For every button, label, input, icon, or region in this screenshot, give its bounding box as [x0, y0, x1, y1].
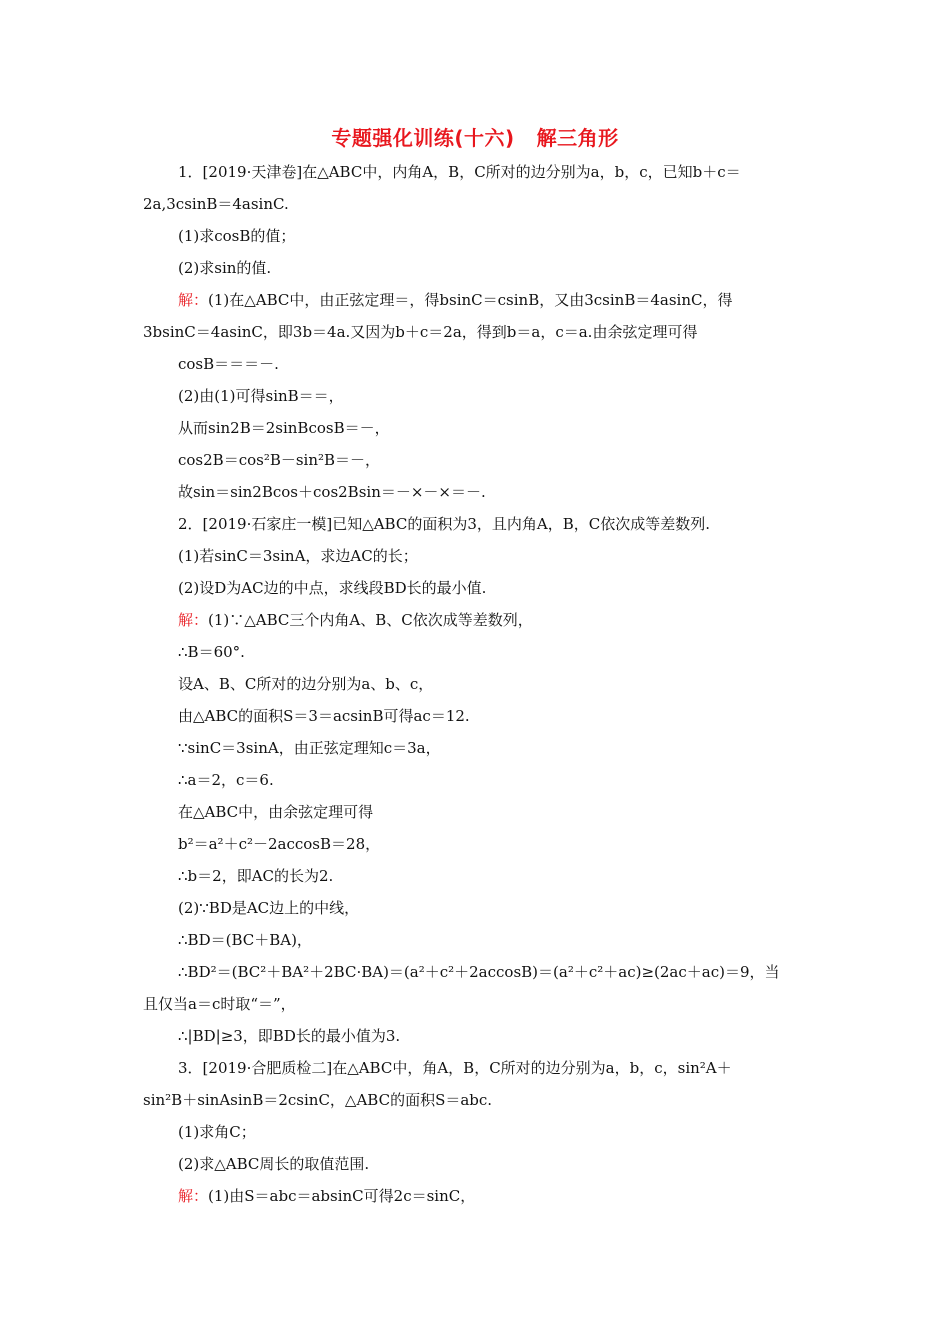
text-line: 从而sin2B＝2sinBcosB＝－， — [178, 419, 390, 437]
text-line: cosB＝＝＝－. — [178, 355, 279, 373]
answer-label: 解： — [178, 291, 209, 309]
answer-line — [0, 1186, 950, 1206]
text-line: (2)求sin的值. — [178, 259, 272, 277]
title-main: 专题强化训练(十六) — [331, 126, 515, 150]
text-line: 设A、B、C所对的边分别为a、b、c， — [178, 675, 434, 693]
text-line: (1)若sinC＝3sinA，求边AC的长； — [178, 547, 418, 565]
title-sub: 解三角形 — [536, 126, 619, 150]
text-line: (2)∵BD是AC边上的中线， — [178, 899, 360, 917]
text-line: (1)求cosB的值； — [178, 227, 296, 245]
text-line: b²＝a²＋c²－2accosB＝28， — [178, 835, 381, 853]
text-line: 2a,3csinB＝4asinC. — [143, 195, 289, 213]
text-line: 2．[2019·石家庄一模]已知△ABC的面积为3，且内角A，B，C依次成等差数列. — [178, 515, 710, 533]
text-line: 1．[2019·天津卷]在△ABC中，内角A，B，C所对的边分别为a，b，c，已知b＋c＝ — [178, 163, 741, 181]
text-line: ∴|BD|≥3，即BD长的最小值为3. — [178, 1027, 401, 1045]
text-line: (2)求△ABC周长的取值范围. — [178, 1155, 370, 1173]
text-line: 在△ABC中，由余弦定理可得 — [178, 803, 374, 821]
answer-line — [0, 290, 950, 310]
text-line: (1)求角C； — [178, 1123, 256, 1141]
answer-label: 解： — [178, 611, 209, 629]
text-line: ∴BD²＝(BC²＋BA²＋2BC·BA)＝(a²＋c²＋2accosB)＝(a²＋c²＋ac)≥(2ac＋ac)＝9，当 — [178, 963, 780, 981]
text-line: (2)由(1)可得sinB＝＝， — [178, 387, 344, 405]
text-line: ∴B＝60°. — [178, 643, 245, 661]
text-line: 故sin＝sin2Bcos＋cos2Bsin＝－×－×＝－. — [178, 483, 486, 501]
text-line: 3bsinC＝4asinC，即3b＝4a.又因为b＋c＝2a，得到b＝a，c＝a.由余弦定理可得 — [143, 323, 698, 341]
text-line: ∴b＝2，即AC的长为2. — [178, 867, 334, 885]
text-line: ∴BD＝(BC＋BA)， — [178, 931, 312, 949]
answer-text: (1)在△ABC中，由正弦定理＝，得bsinC＝csinB，又由3csinB＝4asinC，得 — [208, 291, 733, 309]
text-line: 且仅当a＝c时取“＝”， — [143, 995, 296, 1013]
text-line: ∵sinC＝3sinA，由正弦定理知c＝3a， — [178, 739, 441, 757]
text-line: sin²B＋sinAsinB＝2csinC，△ABC的面积S＝abc. — [143, 1091, 493, 1109]
answer-label: 解： — [178, 1187, 209, 1205]
answer-line — [0, 610, 950, 630]
text-line: 3．[2019·合肥质检二]在△ABC中，角A，B，C所对的边分别为a，b，c，sin²A＋ — [178, 1059, 732, 1077]
page-title — [0, 122, 950, 151]
text-line: 由△ABC的面积S＝3＝acsinB可得ac＝12. — [178, 707, 470, 725]
text-line: ∴a＝2，c＝6. — [178, 771, 274, 789]
text-line: cos2B＝cos²B－sin²B＝－， — [178, 451, 381, 469]
answer-text: (1)由S＝abc＝absinC可得2c＝sinC， — [208, 1187, 476, 1205]
answer-text: (1)∵△ABC三个内角A、B、C依次成等差数列， — [208, 611, 533, 629]
text-line: (2)设D为AC边的中点，求线段BD长的最小值. — [178, 579, 487, 597]
